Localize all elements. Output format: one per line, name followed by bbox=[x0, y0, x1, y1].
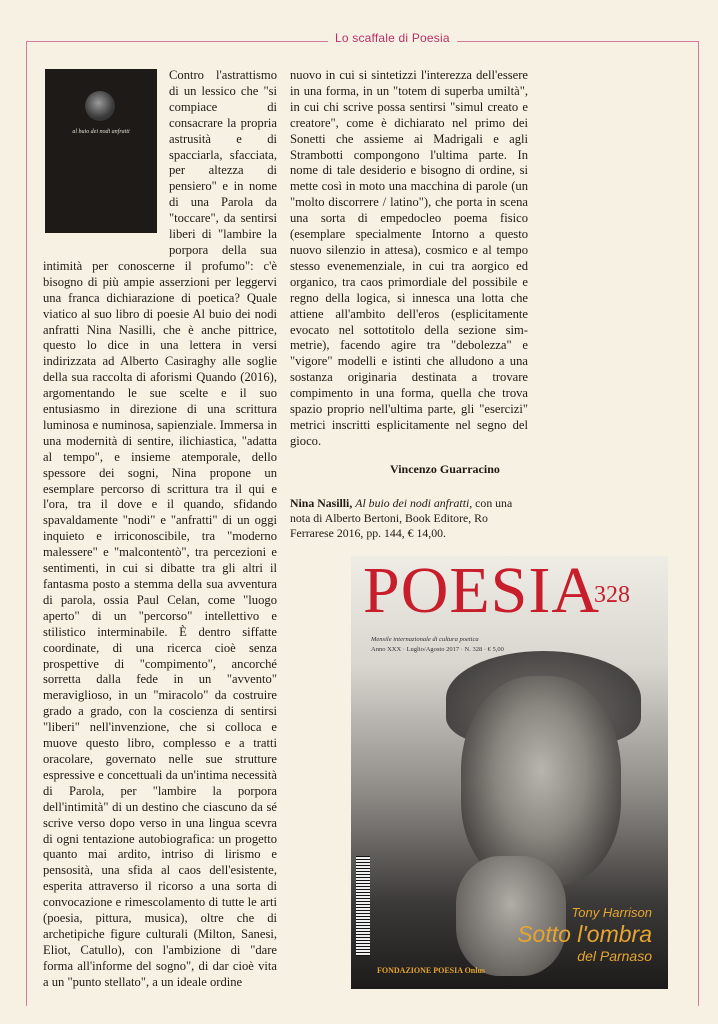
book-thumbnail-caption: al buio dei nodi anfratti bbox=[72, 129, 130, 135]
article-column-1-text: Contro l'astrattismo di un lessico che "si compiace di consacrare la propria astrusità e di spacciarla, sfacciata, per altezza di pensiero" e in nome di una Parola da "toccare", da sentirsi liberi di "lambire la porpora della sua intimità per conoscerne il profumo": c'è bisogno di più ampie asserzioni per leggervi una franca dichiarazione di poetica? Quale viatico al suo libro di poesie Al buio dei nodi anfratti Nina Nasilli, che è anche pittrice, questo lo dice in una lettera in versi indirizzata ad Alberto Casiraghy alle soglie della sua raccolta di aforismi Quando (2016), argomentando le sue scelte e il suo entusiasmo in direzione di una scrittura luminosa e numinosa, sapienziale. Immersa in una modernità di sentire, ilichiastica, "adatta al tempo", e insieme atemporale, dello spessore dei sogni, Nina propone un esemplare percorso di scrittura tra il qui e l'ora, tra il dove e il quando, sfidando spavaldamente "nodi" e "anfratti" di un oggi inquieto e irriconoscibile, tra "moderno malessere" e "malcontentò", tra percezioni e sentimenti, in cui si dibatte tra gli altri il fantasma posto a stemma della sua avventura di parola, ossia Paul Celan, come "luogo aperto" di un "percorso" intellettivo e stilistico interminabile. È dentro siffatte coordinate, di una ricerca cioè senza prospettive di "compimento", ancorché sorretta dalla fede in un "avvento" meraviglioso, in un "miracolo" da costruire grado a grado, con la coscienza di sentirsi "liberi" nell'invenzione, che si colloca e muove questo libro, complesso e a tratti oracolare, governato nelle sue strutture espressive e concettuali da un'intima necessità di Parola, per "lambire la porpora dell'intimità" di un destino che ciascuno da sé scrive verso dopo verso in una lingua scevra di ogni tentazione autobiografica: un progetto quanto mai ardito, intriso di lirismo e pensosità, una sfida al caos dell'esistente, esperita attraverso il ricorso a una sorta di convocazione e rimescolamento di tutte le arti (poesia, pittura, musica), oltre che di archetipiche figure culturali (Milton, Sanesi, Eliot, Catullo), con l'ambizione di "dare forma all'informe del sogno", di dar cioè vita a un "punto stellato", a un ideale ordine bbox=[43, 68, 277, 989]
article-author: Vincenzo Guarracino bbox=[390, 462, 500, 476]
bibliography bbox=[290, 496, 528, 541]
barcode-icon bbox=[356, 856, 370, 956]
section-label: Lo scaffale di Poesia bbox=[328, 31, 457, 45]
article-column-2 bbox=[290, 68, 528, 450]
frame-left-rule bbox=[26, 41, 27, 1006]
portrait-face bbox=[461, 676, 621, 886]
cover-dateline: Anno XXX · Luglio/Agosto 2017 · N. 328 · € 5,00 bbox=[371, 646, 504, 653]
frame-right-rule bbox=[698, 41, 699, 1006]
article-column-2-text: nuovo in cui si sintetizzi l'interezza dell'essere in una forma, in un "totem di superba umiltà", in cui chi scrive possa sentirsi "simul creato e creatore", come è dichiarato nel primo dei Sonetti che assieme ai Madrigali e agli Strambotti compongono l'ultima parte. In nome di tale desiderio e bisogno di ordine, si mette così in moto una macchina di parole (un "molto discorrere / latino"), che porta in scena una sorta di empedocleo poema fisico (esemplare specialmente Intorno a questo nuovo silenzio in attesa), cosmico e al tempo stesso evenemenziale, in cui tra aorgico ed organico, tra caos primordiale del possibile e regno della logica, si innesca una lotta che attiene all'ambito dell'eros (esplicitamente evocato nel sottotitolo della sezione sim-metrie), facendo agire tra "debolezza" e "vigore" modelli e istinti che alludono a una sostanza originaria destinata a trovare compimento in una forma, quella che trova spazio proprio nell'ultima parte, gli "esercizi" metrici inscritti esplicitamente nel segno del gioco. bbox=[290, 68, 528, 448]
cover-tagline: Mensile internazionale di cultura poetica bbox=[371, 636, 479, 643]
article-column-1 bbox=[43, 68, 277, 991]
cover-masthead: POESIA bbox=[363, 556, 601, 627]
magazine-cover bbox=[351, 556, 668, 989]
portrait-hand bbox=[456, 856, 566, 976]
cover-title-line1: Sotto l'ombra bbox=[517, 921, 652, 947]
cover-poet-name: Tony Harrison bbox=[571, 905, 652, 920]
bibliography-details: , con una nota di Alberto Bertoni, Book Editore, Ro Ferrarese 2016, pp. 144, € 14,00. bbox=[290, 496, 513, 540]
cover-title-line2: del Parnaso bbox=[577, 948, 652, 964]
bibliography-name: Nina Nasilli, bbox=[290, 496, 353, 510]
cover-publisher: FONDAZIONE POESIA Onlus bbox=[377, 966, 486, 975]
cover-issue-number: 328 bbox=[594, 582, 630, 608]
bibliography-title: Al buio dei nodi anfratti bbox=[355, 496, 470, 510]
